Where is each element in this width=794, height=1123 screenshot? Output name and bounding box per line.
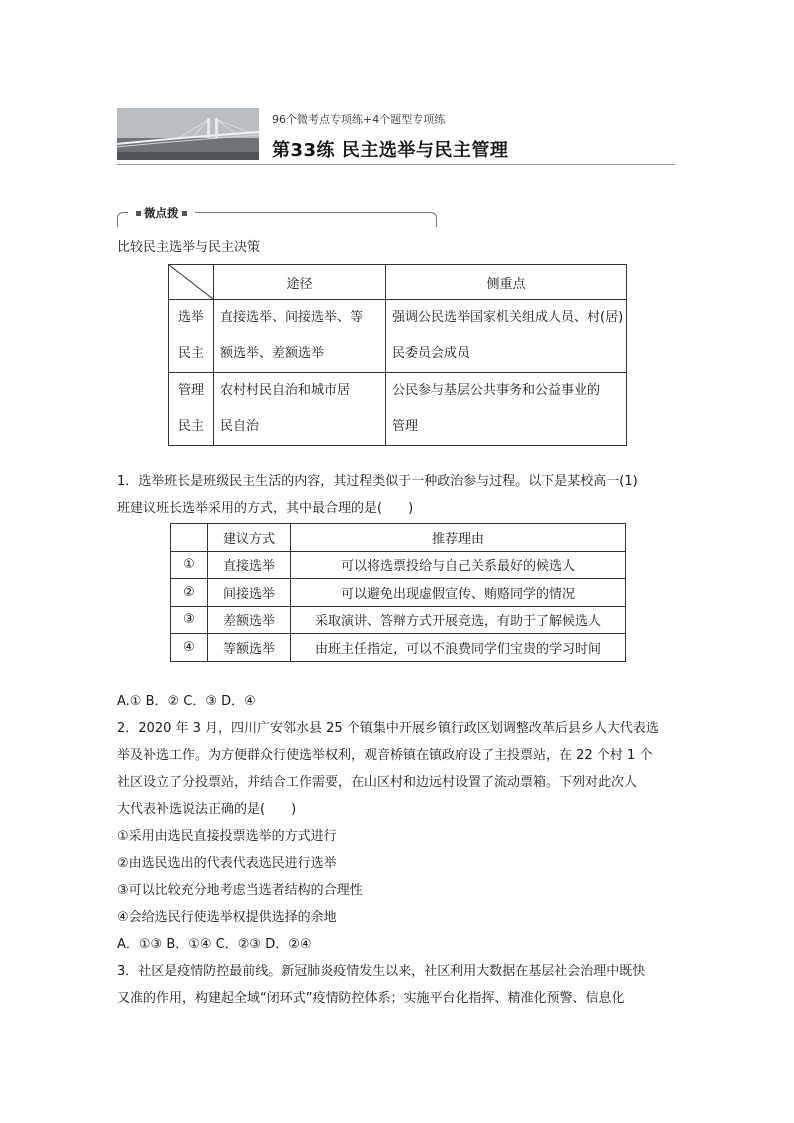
q1-text-line: 1．选举班长是班级民主生活的内容，其过程类似于一种政治参与过程。以下是某校高一(1) bbox=[117, 474, 638, 489]
row-focus-cell bbox=[386, 300, 627, 373]
row-focus-line: 公民参与基层公共事务和公益事业的 bbox=[392, 383, 601, 398]
table-cell: 由班主任指定，可以不浪费同学们宝贵的学习时间 bbox=[291, 634, 626, 662]
q2-text-line: 举及补选工作。为方便群众行使选举权利，观音桥镇在镇政府设了主投票站，在 22 个村 1 个 bbox=[117, 748, 653, 763]
header-subtitle: 96个微考点专项练+4个题型专项练 bbox=[272, 113, 446, 126]
diagonal-header-cell bbox=[169, 265, 214, 300]
row-name-line: 管理 bbox=[177, 383, 204, 398]
q2-statement: ②由选民选出的代表代表选民进行选举 bbox=[117, 856, 337, 871]
tip-heading: 比较民主选举与民主决策 bbox=[117, 240, 261, 255]
row-path-line: 农村村民自治和城市居 bbox=[220, 383, 351, 398]
table-cell: 建议方式 bbox=[208, 524, 291, 552]
row-name-cell bbox=[169, 373, 214, 446]
table-cell: 可以避免出现虚假宣传、贿赂同学的情况 bbox=[291, 579, 626, 607]
row-focus-line: 强调公民选举国家机关组成人员、村(居) bbox=[392, 310, 624, 325]
header-divider bbox=[117, 164, 675, 165]
tip-label-text: 微点拨 bbox=[144, 206, 179, 220]
row-path-cell bbox=[214, 373, 386, 446]
q2-text-line: 2．2020 年 3 月，四川广安邻水县 25 个镇集中开展乡镇行政区划调整改革后县乡人大代表选 bbox=[117, 721, 659, 736]
q2-statement: ③可以比较充分地考虑当选者结构的合理性 bbox=[117, 883, 363, 898]
row-path-cell bbox=[214, 300, 386, 373]
table-cell: 等额选举 bbox=[208, 634, 291, 662]
q2-statement: ①采用由选民直接投票选举的方式进行 bbox=[117, 829, 337, 844]
table-cell: 采取演讲、答辩方式开展竞选，有助于了解候选人 bbox=[291, 606, 626, 634]
header-banner-image bbox=[117, 108, 259, 160]
table-cell: 直接选举 bbox=[208, 551, 291, 579]
table-cell: ④ bbox=[171, 634, 208, 662]
table-header-row bbox=[171, 524, 626, 552]
table-row bbox=[171, 634, 626, 662]
q3-text-line: 3．社区是疫情防控最前线。新冠肺炎疫情发生以来，社区利用大数据在基层社会治理中既快 bbox=[117, 964, 646, 979]
row-focus-line: 管理 bbox=[392, 419, 419, 434]
table-row bbox=[169, 373, 627, 446]
table-cell: 差额选举 bbox=[208, 606, 291, 634]
table-cell: ③ bbox=[171, 606, 208, 634]
tip-label bbox=[128, 205, 195, 221]
table-row bbox=[169, 300, 627, 373]
table-row bbox=[171, 551, 626, 579]
q3-text-line: 又准的作用，构建起全域“闭环式”疫情防控体系；实施平台化指挥、精准化预警、信息化 bbox=[117, 991, 625, 1006]
row-name-line: 民主 bbox=[177, 419, 204, 434]
row-name-line: 选举 bbox=[177, 310, 204, 325]
row-path-line: 民自治 bbox=[220, 419, 260, 434]
table-cell: 间接选举 bbox=[208, 579, 291, 607]
q1-text-line: 班建议班长选举采用的方式，其中最合理的是( ) bbox=[117, 501, 414, 516]
diagonal-line-icon bbox=[169, 265, 213, 299]
row-path-line: 直接选举、间接选举、等 bbox=[220, 310, 364, 325]
row-focus-cell bbox=[386, 373, 627, 446]
q1-options-table bbox=[170, 523, 626, 662]
q2-text-line: 社区设立了分投票站，并结合工作需要，在山区村和边远村设置了流动票箱。下列对此次人 bbox=[117, 775, 638, 790]
table-cell: ① bbox=[171, 551, 208, 579]
table-cell bbox=[171, 524, 208, 552]
table-header-row bbox=[169, 265, 627, 300]
row-focus-line: 民委员会成员 bbox=[392, 346, 471, 361]
square-bullet-icon bbox=[136, 211, 141, 216]
q2-statement: ④会给选民行使选举权提供选择的余地 bbox=[117, 910, 337, 925]
header-path: 途径 bbox=[214, 265, 386, 300]
table-cell: 推荐理由 bbox=[291, 524, 626, 552]
table-cell: 可以将选票投给与自己关系最好的候选人 bbox=[291, 551, 626, 579]
row-path-line: 额选举、差额选举 bbox=[220, 346, 325, 361]
row-name-line: 民主 bbox=[177, 346, 204, 361]
row-name-cell bbox=[169, 300, 214, 373]
q2-options: A．①③ B．①④ C．②③ D．②④ bbox=[117, 937, 312, 952]
table-row bbox=[171, 606, 626, 634]
table-cell: ② bbox=[171, 579, 208, 607]
bridge-illustration bbox=[117, 108, 259, 160]
q1-options: A.① B．② C．③ D．④ bbox=[117, 694, 256, 709]
q2-text-line: 大代表补选说法正确的是( ) bbox=[117, 802, 297, 817]
square-bullet-icon bbox=[182, 211, 187, 216]
page-title: 第33练 民主选举与民主管理 bbox=[272, 140, 509, 161]
comparison-table bbox=[168, 264, 627, 446]
table-row bbox=[171, 579, 626, 607]
header-focus: 侧重点 bbox=[386, 265, 627, 300]
